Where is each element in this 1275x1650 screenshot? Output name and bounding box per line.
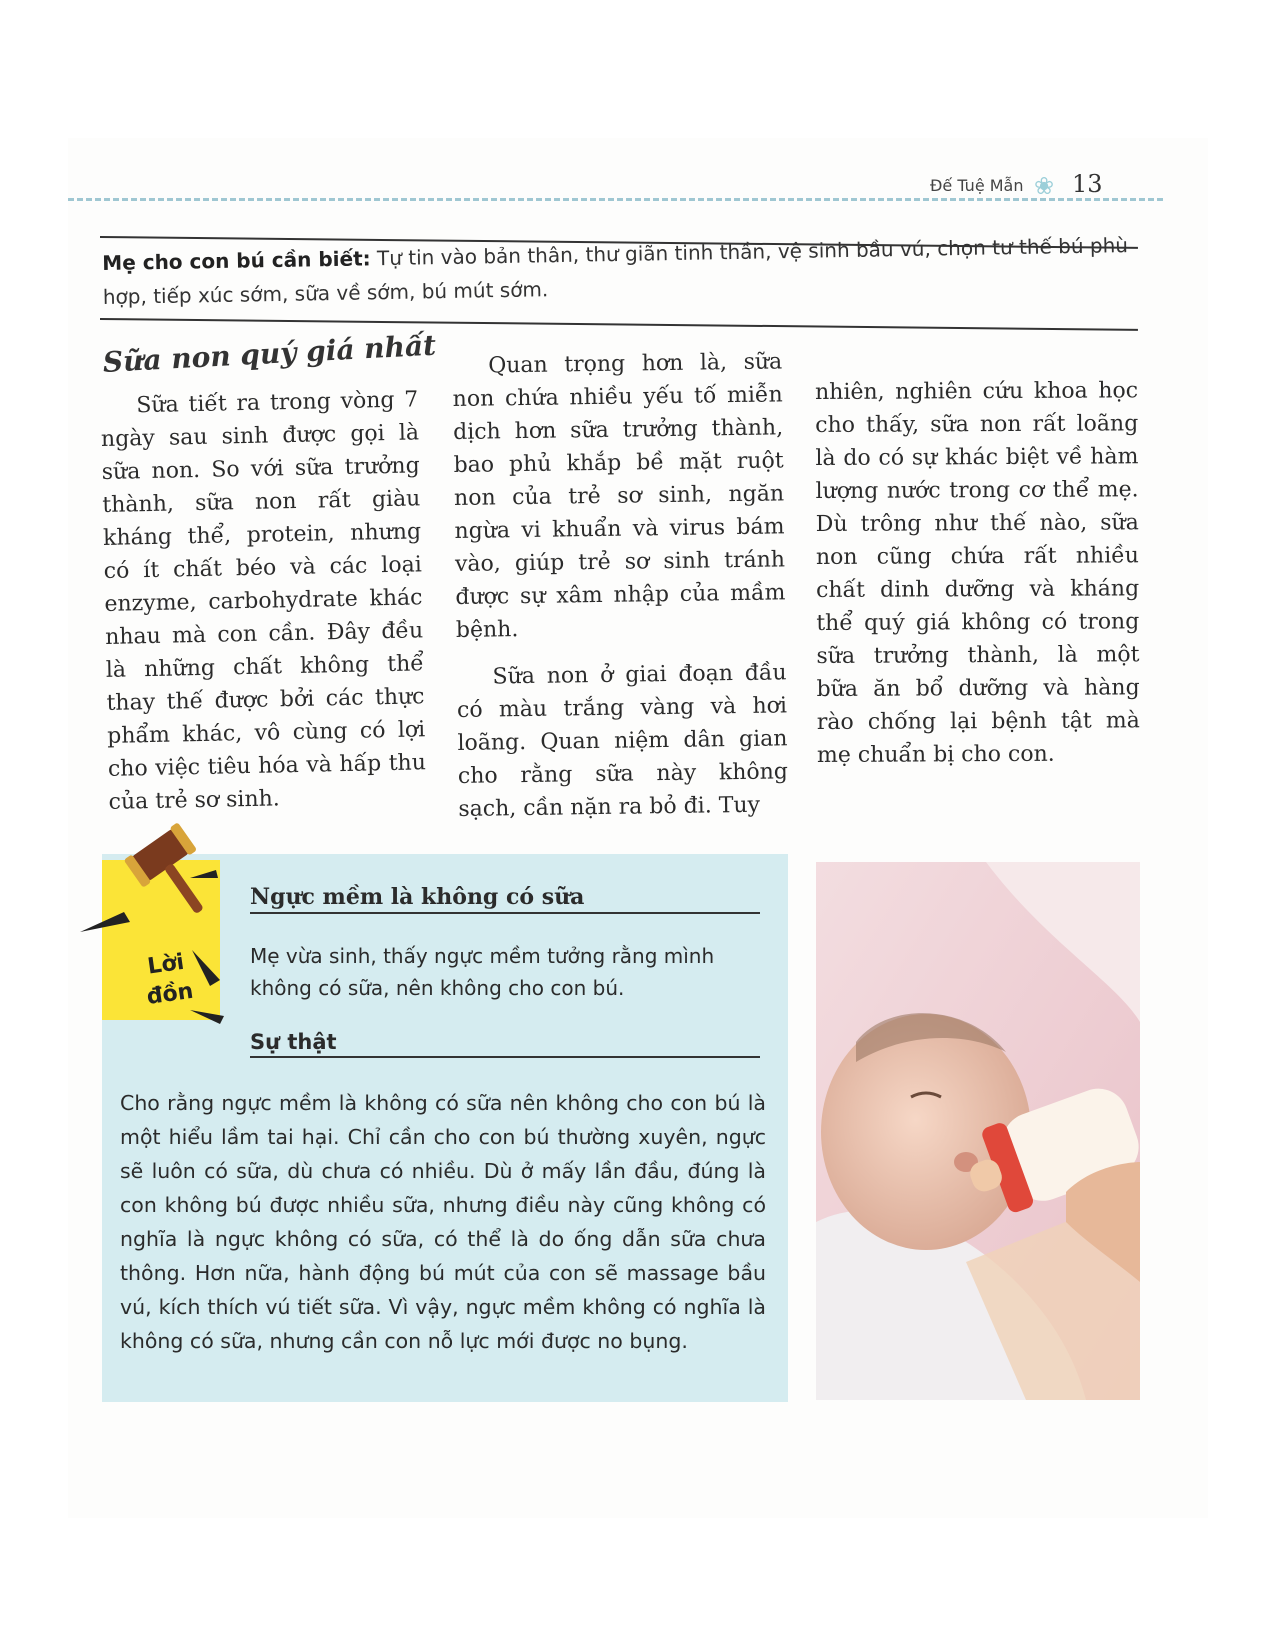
header-author: Đế Tuệ Mẫn — [930, 176, 1024, 195]
tip-label: Mẹ cho con bú cần biết: — [102, 246, 371, 275]
paragraph: Sữa tiết ra trong vòng 7 ngày sau sinh được gọi là sữa non. So với sữa trưởng thành, sữa non rất giàu kháng thể, protein, nhưng có ít chất béo và các loại enzyme, carbohydrate khác nhau mà con cần. Đây đều là những chất không thể thay thế được bởi các thực phẩm khác, vô cùng có lợi cho việc tiêu hóa và hấp thu của trẻ sơ sinh. — [100, 387, 427, 815]
myth-tag-line2: đồn — [145, 978, 195, 1010]
myth-heading: Ngực mềm là không có sữa — [250, 884, 760, 914]
fact-text: Cho rằng ngực mềm là không có sữa nên không cho con bú là một hiểu lầm tai hại. Chỉ cần cho con bú thường xuyên, ngực sẽ luôn có sữa, dù chưa có nhiều. Dù ở mấy lần đầu, đúng là con không bú được nhiều sữa, nhưng điều này cũng không có nghĩa là ngực không có sữa, có thể là do ống dẫn sữa chưa thông. Hơn nữa, hành động bú mút của con sẽ massage bầu vú, kích thích vú tiết sữa. Vì vậy, ngực mềm không có nghĩa là không có sữa, nhưng cần con nỗ lực mới được no bụng. — [120, 1091, 766, 1353]
baby-bottle-feeding-photo — [816, 862, 1140, 1400]
column-1 — [100, 383, 427, 833]
section-title: Sữa non quý giá nhất — [102, 328, 437, 379]
flower-icon: ❀ — [1034, 172, 1055, 200]
myth-tag-line1: Lời — [145, 949, 186, 980]
burst-mark-left — [80, 900, 140, 940]
burst-mark-top — [190, 870, 230, 910]
paragraph: Sữa non ở giai đoạn đầu có màu trắng vàng và hơi loãng. Quan niệm dân gian cho rằng sữa này không sạch, cần nặn ra bỏ đi. Tuy — [456, 660, 789, 822]
page-number: 13 — [1072, 170, 1103, 198]
column-2 — [452, 345, 789, 840]
column-3 — [815, 374, 1140, 786]
tip-text: Tự tin vào bản thân, thư giãn tinh thần, vệ sinh bầu vú, chọn tư thế bú phù hợp, tiếp xúc sớm, sữa về sớm, bú mút sớm. — [102, 233, 1129, 309]
header-dashed-divider — [68, 198, 1163, 201]
myth-tag-label — [124, 945, 212, 1016]
myth-text: Mẹ vừa sinh, thấy ngực mềm tưởng rằng mình không có sữa, nên không cho con bú. — [250, 944, 715, 1000]
paragraph: nhiên, nghiên cứu khoa học cho thấy, sữa non rất loãng là do có sự khác biệt về hàm lượng nước trong cơ thể mẹ. Dù trông như thế nào, sữa non cũng chứa rất nhiều chất dinh dưỡng và kháng thể quý giá không có trong sữa trưởng thành, là một bữa ăn bổ dưỡng và hàng rào chống lại bệnh tật mà mẹ chuẩn bị cho con. — [815, 378, 1140, 768]
paragraph: Quan trọng hơn là, sữa non chứa nhiều yếu tố miễn dịch hơn sữa trưởng thành, bao phủ khắp bề mặt ruột non của trẻ sơ sinh, ngăn ngừa vi khuẩn và virus bám vào, giúp trẻ sơ sinh tránh được sự xâm nhập của mầm bệnh. — [452, 349, 786, 643]
photo-illustration — [816, 862, 1140, 1400]
fact-heading: Sự thật — [250, 1030, 760, 1058]
